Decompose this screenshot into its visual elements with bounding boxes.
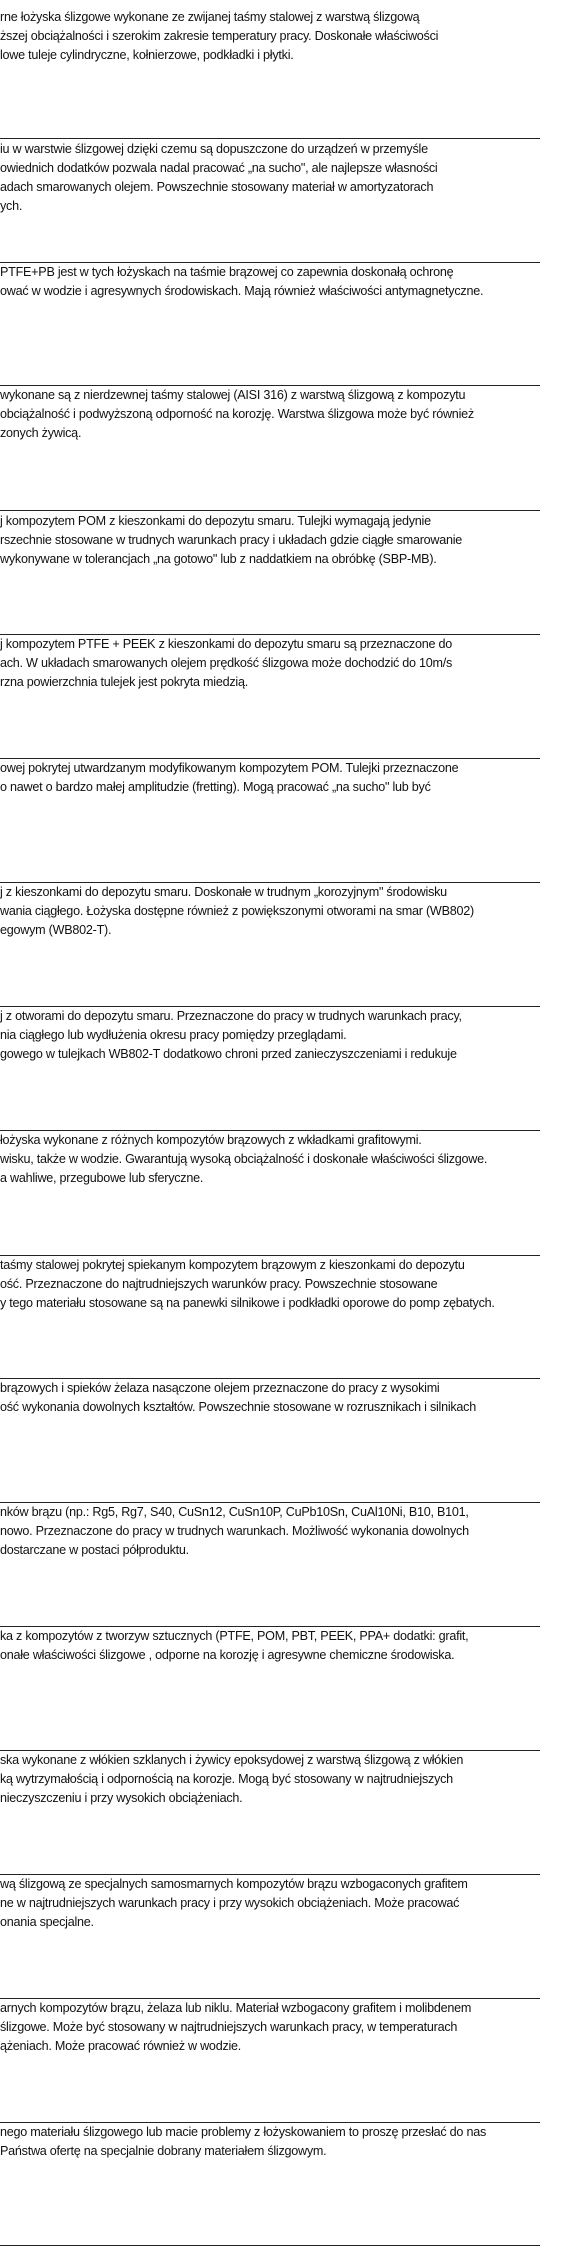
section-paragraph <box>0 140 579 216</box>
paragraph-line: wisku, także w wodzie. Gwarantują wysoką obciążalność i doskonałe właściwości ślizgowe. <box>0 1152 488 1166</box>
paragraph-line: a wahliwe, przegubowe lub sferyczne. <box>0 1171 204 1185</box>
paragraph-line: rszechnie stosowane w trudnych warunkach pracy i układach gdzie ciągłe smarowanie <box>0 533 463 547</box>
paragraph-line: nków brązu (np.: Rg5, Rg7, S40, CuSn12, CuSn10P, CuPb10Sn, CuAl10Ni, B10, B101, <box>0 1505 469 1519</box>
paragraph-line: ość. Przeznaczone do najtrudniejszych warunków pracy. Powszechnie stosowane <box>0 1277 438 1291</box>
paragraph-line: rne łożyska ślizgowe wykonane ze zwijanej taśmy stalowej z warstwą ślizgową <box>0 10 420 24</box>
section-paragraph <box>0 386 579 443</box>
paragraph-line: taśmy stalowej pokrytej spiekanym kompozytem brązowym z kieszonkami do depozytu <box>0 1258 465 1272</box>
paragraph-line: ość wykonania dowolnych kształtów. Powszechnie stosowane w rozrusznikach i silnikach <box>0 1400 476 1414</box>
paragraph-line: wykonywane w tolerancjach „na gotowo" lub z naddatkiem na obróbkę (SBP-MB). <box>0 552 437 566</box>
paragraph-line: nowo. Przeznaczone do pracy w trudnych warunkach. Możliwość wykonania dowolnych <box>0 1524 469 1538</box>
paragraph-line: ach. W układach smarowanych olejem prędkość ślizgowa może dochodzić do 10m/s <box>0 656 453 670</box>
paragraph-line: adach smarowanych olejem. Powszechnie stosowany materiał w amortyzatorach <box>0 180 434 194</box>
paragraph-line: obciążalność i podwyższoną odporność na korozję. Warstwa ślizgowa może być również <box>0 407 474 421</box>
section-divider <box>0 510 540 511</box>
paragraph-line: ne w najtrudniejszych warunkach pracy i przy wysokich obciążeniach. Może pracować <box>0 1896 460 1910</box>
paragraph-line: dostarczane w postaci półproduktu. <box>0 1543 189 1557</box>
paragraph-line: wania ciągłego. Łożyska dostępne również z powiększonymi otworami na smar (WB802) <box>0 904 474 918</box>
paragraph-line: rzna powierzchnia tulejek jest pokryta miedzią. <box>0 675 248 689</box>
paragraph-line: lowe tuleje cylindryczne, kołnierzowe, podkładki i płytki. <box>0 48 294 62</box>
section-paragraph <box>0 1131 579 1188</box>
paragraph-line: Państwa ofertę na specjalnie dobrany materiałem ślizgowym. <box>0 2144 327 2158</box>
paragraph-line: wykonane są z nierdzewnej taśmy stalowej (AISI 316) z warstwą ślizgową z kompozytu <box>0 388 466 402</box>
paragraph-line: nego materiału ślizgowego lub macie problemy z łożyskowaniem to proszę przesłać do nas <box>0 2125 486 2139</box>
section-paragraph <box>0 8 579 65</box>
paragraph-line: iu w warstwie ślizgowej dzięki czemu są dopuszczone do urządzeń w przemyśle <box>0 142 428 156</box>
section-paragraph <box>0 263 579 301</box>
section-paragraph <box>0 2123 579 2161</box>
paragraph-line: brązowych i spieków żelaza nasączone olejem przeznaczone do pracy z wysokimi <box>0 1381 440 1395</box>
section-paragraph <box>0 1627 579 1665</box>
paragraph-line: nia ciągłego lub wydłużenia okresu pracy pomiędzy przeglądami. <box>0 1028 347 1042</box>
paragraph-line: onania specjalne. <box>0 1915 94 1929</box>
paragraph-line: ążeniach. Może pracować również w wodzie. <box>0 2039 242 2053</box>
section-paragraph <box>0 1751 579 1808</box>
paragraph-line: łożyska wykonane z różnych kompozytów brązowych z wkładkami grafitowymi. <box>0 1133 422 1147</box>
paragraph-line: ska wykonane z włókien szklanych i żywicy epoksydowej z warstwą ślizgową z włókien <box>0 1753 464 1767</box>
section-paragraph <box>0 883 579 940</box>
paragraph-line: ką wytrzymałością i odpornością na korozje. Mogą być stosowany w najtrudniejszych <box>0 1772 453 1786</box>
paragraph-line: ować w wodzie i agresywnych środowiskach. Mają również właściwości antymagnetyczne. <box>0 284 484 298</box>
paragraph-line: arnych kompozytów brązu, żelaza lub niklu. Materiał wzbogacony grafitem i molibdenem <box>0 2001 472 2015</box>
paragraph-line: j kompozytem POM z kieszonkami do depozytu smaru. Tulejki wymagają jedynie <box>0 514 431 528</box>
section-paragraph <box>0 1503 579 1560</box>
section-paragraph <box>0 759 579 797</box>
section-divider <box>0 2245 540 2246</box>
paragraph-line: zonych żywicą. <box>0 426 82 440</box>
paragraph-line: y tego materiału stosowane są na panewki silnikowe i podkładki oporowe do pomp zębatych. <box>0 1296 495 1310</box>
section-paragraph <box>0 1007 579 1064</box>
section-paragraph <box>0 1256 579 1313</box>
section-paragraph <box>0 1875 579 1932</box>
paragraph-line: egowym (WB802-T). <box>0 923 112 937</box>
section-paragraph <box>0 635 579 692</box>
paragraph-line: onałe właściwości ślizgowe , odporne na korozję i agresywne chemiczne środowiska. <box>0 1648 455 1662</box>
paragraph-line: nieczyszczeniu i przy wysokich obciążeniach. <box>0 1791 243 1805</box>
paragraph-line: ka z kompozytów z tworzyw sztucznych (PTFE, POM, PBT, PEEK, PPA+ dodatki: grafit, <box>0 1629 469 1643</box>
section-paragraph <box>0 1379 579 1417</box>
paragraph-line: ych. <box>0 199 23 213</box>
paragraph-line: ższej obciążalności i szerokim zakresie temperatury pracy. Doskonałe właściwości <box>0 29 439 43</box>
paragraph-line: owiednich dodatków pozwala nadal pracować „na sucho", ale najlepsze własności <box>0 161 438 175</box>
paragraph-line: wą ślizgową ze specjalnych samosmarnych kompozytów brązu wzbogaconych grafitem <box>0 1877 468 1891</box>
paragraph-line: j z kieszonkami do depozytu smaru. Doskonałe w trudnym „korozyjnym" środowisku <box>0 885 447 899</box>
paragraph-line: j kompozytem PTFE + PEEK z kieszonkami do depozytu smaru są przeznaczone do <box>0 637 452 651</box>
paragraph-line: ślizgowe. Może być stosowany w najtrudniejszych warunkach pracy, w temperaturach <box>0 2020 458 2034</box>
section-paragraph <box>0 1999 579 2056</box>
paragraph-line: gowego w tulejkach WB802-T dodatkowo chroni przed zanieczyszczeniami i redukuje <box>0 1047 457 1061</box>
paragraph-line: PTFE+PB jest w tych łożyskach na taśmie brązowej co zapewnia doskonałą ochronę <box>0 265 454 279</box>
paragraph-line: o nawet o bardzo małej amplitudzie (fretting). Mogą pracować „na sucho" lub być <box>0 780 431 794</box>
section-paragraph <box>0 512 579 569</box>
section-divider <box>0 138 540 139</box>
paragraph-line: owej pokrytej utwardzanym modyfikowanym kompozytem POM. Tulejki przeznaczone <box>0 761 459 775</box>
paragraph-line: j z otworami do depozytu smaru. Przeznaczone do pracy w trudnych warunkach pracy, <box>0 1009 462 1023</box>
